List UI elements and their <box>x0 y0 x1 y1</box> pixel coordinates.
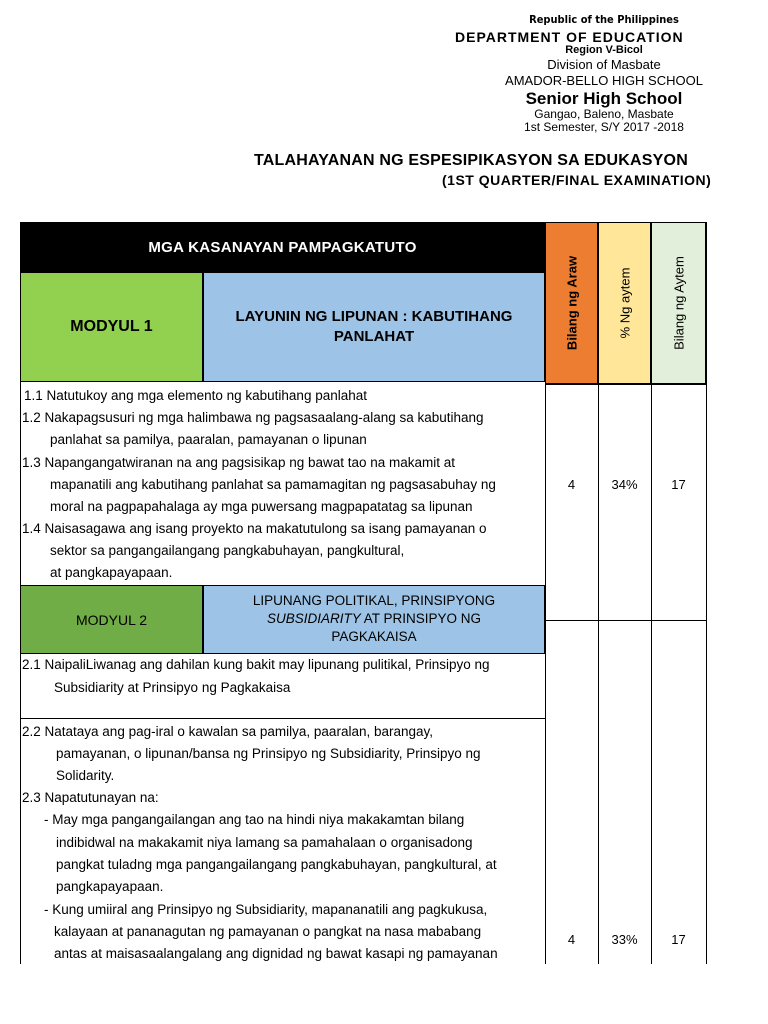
column-percent-label: % Ng aytem <box>617 267 632 339</box>
modyul2-layunin-line1: LIPUNANG POLITIKAL, PRINSIPYONG <box>252 593 496 608</box>
table-header-label: MGA KASANAYAN PAMPAGKATUTO <box>148 238 417 256</box>
modyul2-layunin-italic: SUBSIDIARITY <box>266 611 361 626</box>
school-address: Gangao, Baleno, Masbate <box>534 107 674 121</box>
modyul2-layunin-cell <box>203 585 545 654</box>
modyul2-percent: 33% <box>611 932 638 947</box>
modyul2-line-b9: - Kung umiiral ang Prinsipyo ng Subsidiarity, mapananatili ang pagkukusa, <box>44 903 488 917</box>
senior-high-label: Senior High School <box>525 89 683 108</box>
modyul1-line-7: 1.4 Naisasagawa ang isang proyekto na makatutulong sa isang pamayanan o <box>22 522 487 536</box>
modyul2-line-b5: - May mga pangangailangan ang tao na hindi niya makakamtan bilang <box>44 813 465 827</box>
modyul2-cell <box>20 585 203 654</box>
modyul2-line-b11: antas at maisasaalangalang ang dignidad ng bawat kasapi ng pamayanan <box>54 947 498 961</box>
modyul2-araw: 4 <box>567 932 576 947</box>
modyul2-line-b10: kalayaan at pananagutan ng pamayanan o pangkat na nasa mababang <box>54 925 482 939</box>
modyul2-line-b1: 2.2 Natataya ang pag-iral o kawalan sa pamilya, paaralan, barangay, <box>22 725 434 739</box>
modyul1-line-9: at pangkapayapaan. <box>50 566 173 580</box>
modyul2-line-a2: Subsidiarity at Prinsipyo ng Pagkakaisa <box>54 681 291 695</box>
modyul1-araw: 4 <box>567 477 576 492</box>
modyul2-layunin-line2 <box>204 610 544 628</box>
column-araw-label: Bilang ng Araw <box>564 255 579 351</box>
modyul2-layunin-line3: PAGKAKAISA <box>331 629 417 644</box>
modyul1-label: MODYUL 1 <box>70 318 153 335</box>
semester-line: 1st Semester, S/Y 2017 -2018 <box>524 120 684 134</box>
modyul2-line-b6: indibidwal na makakamit niya lamang sa pamahalaan o organisadong <box>56 836 473 850</box>
modyul1-percent: 34% <box>611 477 638 492</box>
school-name: AMADOR-BELLO HIGH SCHOOL <box>505 73 703 88</box>
modyul1-line-5: mapanatili ang kabutihang panlahat sa pamamagitan ng pagsasabuhay ng <box>50 478 496 492</box>
page-subtitle: (1ST QUARTER/FINAL EXAMINATION) <box>442 172 712 188</box>
modyul2-bilang: 17 <box>671 932 686 947</box>
region-line: Region V-Bicol <box>565 44 643 56</box>
modyul2-line-b2: pamayanan, o lipunan/bansa ng Prinsipyo ng Subsidiarity, Prinsipyo ng <box>56 747 481 761</box>
modyul2-line-b8: pangkapayapaan. <box>56 880 164 894</box>
modyul1-line-8: sektor sa pangangailangang pangkabuhayan, pangkultural, <box>50 544 405 558</box>
modyul2-line-b3: Solidarity. <box>56 769 115 783</box>
modyul2-line-a1: 2.1 NaipaliLiwanag ang dahilan kung bakit may lipunang pulitikal, Prinsipyo ng <box>22 658 490 672</box>
modyul1-bilang: 17 <box>671 477 686 492</box>
column-bilang-label: Bilang ng Aytem <box>671 256 686 350</box>
modyul1-line-2: 1.2 Nakapagsusuri ng mga halimbawa ng pagsasaalang-alang sa kabutihang <box>22 411 484 425</box>
modyul1-line-6: moral na pagpapahalaga ay mga puwersang magpapatatag sa lipunan <box>50 500 473 514</box>
modyul1-line-3: panlahat sa pamilya, paaralan, pamayanan o lipunan <box>50 433 367 447</box>
division-line: Division of Masbate <box>547 57 661 72</box>
modyul1-line-1: 1.1 Natutukoy ang mga elemento ng kabutihang panlahat <box>24 389 367 403</box>
department-name: DEPARTMENT OF EDUCATION <box>455 29 684 45</box>
modyul1-line-4: 1.3 Napangangatwiranan na ang pagsisikap ng bawat tao na makamit at <box>22 456 456 470</box>
page-title: TALAHAYANAN NG ESPESIPIKASYON SA EDUKASYON <box>254 152 688 169</box>
modyul2-label: MODYUL 2 <box>75 611 148 628</box>
modyul2-line-b7: pangkat tuladng mga pangangailangang pangkabuhayan, pangkultural, at <box>56 858 497 872</box>
modyul1-layunin: LAYUNIN NG LIPUNAN : KABUTIHANG PANLAHAT <box>235 308 513 345</box>
modyul2-line-b4: 2.3 Napatutunayan na: <box>22 791 159 805</box>
modyul2-layunin-line2-rest: AT PRINSIPYO NG <box>360 611 482 626</box>
republic-line: Republic of the Philippines <box>529 13 679 26</box>
